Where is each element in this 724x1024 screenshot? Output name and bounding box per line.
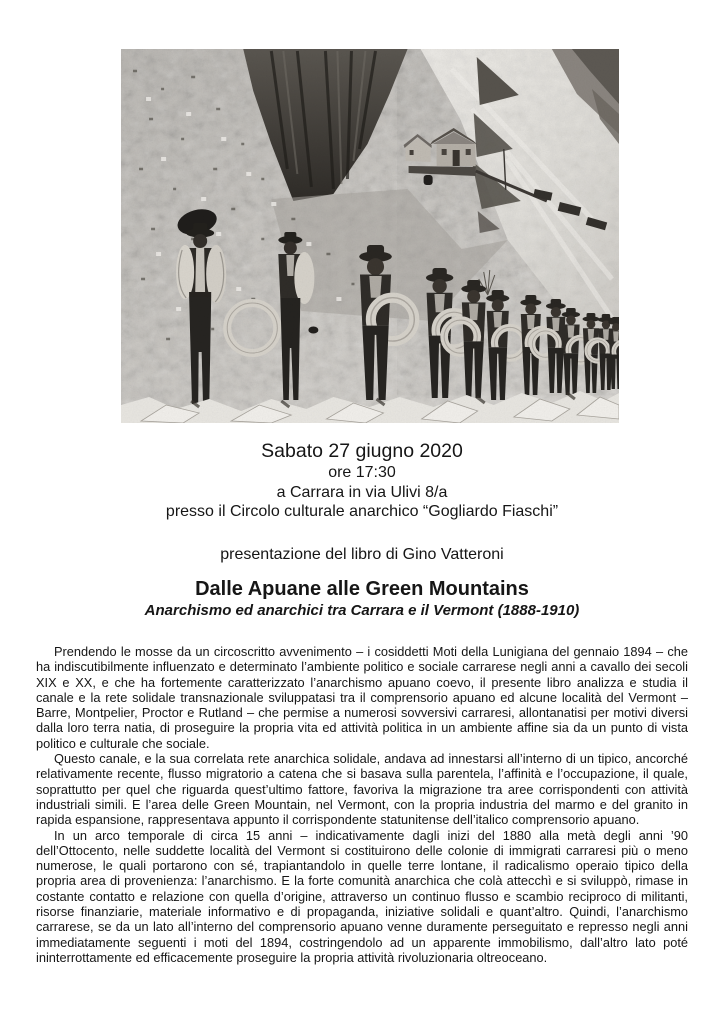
paragraph-2: Questo canale, e la sua correlata rete anarchica solidale, andava ad innestarsi all’interno di un tipico, ancorché relativamente recente, flusso migratorio a catena che si basava sulla parentela, l’affinità e l’occupazione, il quale, soprattutto per quel che riguarda quest’ultimo fattore, favoriva la migrazione tra aree corrispondenti con attività industriali simili. E l’area delle Green Mountain, nel Vermont, con la propria industria del marmo e del granito in rapida espansione, rappresentava appunto il corrispondente statunitense dell’italico comprensorio apuano. [36, 751, 688, 828]
event-location: a Carrara in via Ulivi 8/a [276, 483, 448, 501]
quarry-photo [121, 49, 619, 423]
paragraph-3: In un arco temporale di circa 15 anni – indicativamente dagli inizi del 1880 alla metà degli anni ’90 dell’Ottocento, nelle suddette località del Vermont si costituirono delle colonie di immigrati carraresi più o meno numerose, le quali portarono con sé, trapiantandolo in quelle terre lontane, il radicalismo operaio tipico della propria area di provenienza: l’anarchismo. E la forte comunità anarchica che colà attecchì e si sviluppò, rimase in costante contatto e relazione con quella d’origine, attraverso un continuo flusso e scambio reciproco di militanti, risorse finanziarie, materiale informativo e di propaganda, iniziative solidali e quant’altro. Quindi, l’anarchismo carrarese, se da un lato all’interno del comprensorio apuano venne duramente perseguitato e represso negli anni immediatamente seguenti i moti del 1894, costringendolo ad un apparente immobilismo, dall’altro lato poté ininterrottamente ed efficacemente proseguire la propria attività rivoluzionaria oltreoceano. [36, 827, 688, 965]
event-date: Sabato 27 giugno 2020 [261, 440, 463, 462]
book-subtitle: Anarchismo ed anarchici tra Carrara e il Vermont (1888-1910) [144, 602, 580, 619]
book-title: Dalle Apuane alle Green Mountains [195, 578, 529, 600]
presentation-line: presentazione del libro di Gino Vatteroni [220, 546, 504, 563]
event-time: ore 17:30 [328, 464, 396, 481]
body-text [36, 644, 688, 965]
paragraph-1: Prendendo le mosse da un circoscritto avvenimento – i cosiddetti Moti della Lunigiana del gennaio 1894 – che ha indiscutibilmente influenzato e determinato l’ambiente politico e sociale carrarese negli anni a cavallo dei secoli XIX e XX, e che ha fortemente caratterizzato l’anarchismo apuano coevo, il presente libro analizza e studia il canale e la rete solidale transnazionale sviluppatasi tra il comprensorio apuano ed alcune località del Vermont – Barre, Montpelier, Proctor e Rutland – che permise a numerosi sovversivi carraresi, allontanatisi per motivi diversi dalla loro terra natia, di proseguire la propria vita ed attività politica in un ambiente affine sia da un punto di vista politico e culturale che sociale. [36, 644, 688, 751]
event-venue: presso il Circolo culturale anarchico “Gogliardo Fiaschi” [165, 503, 559, 520]
event-details [0, 440, 724, 522]
